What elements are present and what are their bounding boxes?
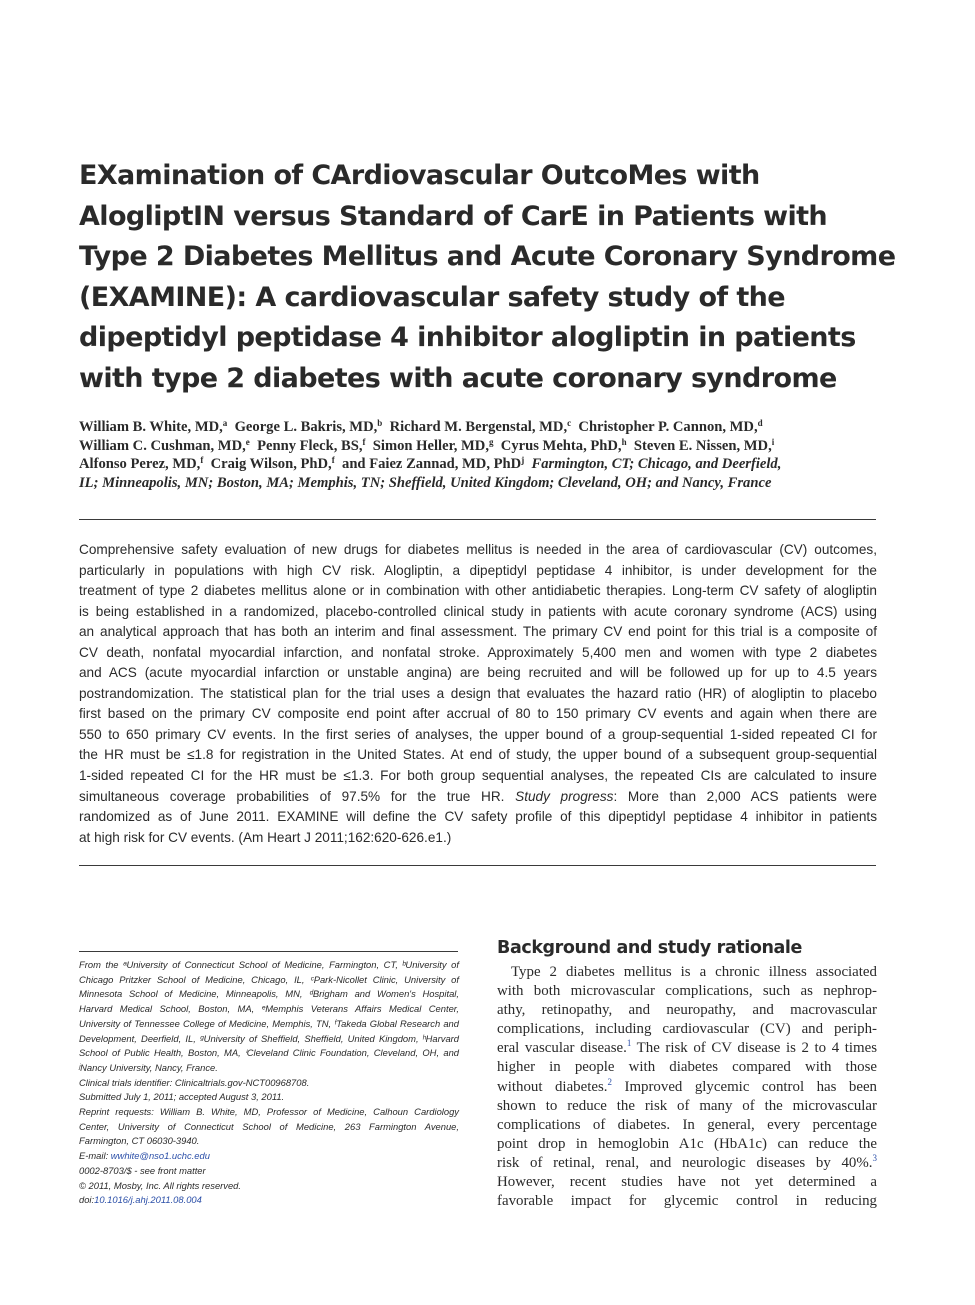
author-affiliation-marker: f [200, 455, 204, 465]
abstract-line: an analytical approach that has both an interim and final assessment. The primary CV end point for this trial is a composite of [79, 624, 877, 640]
body-line: point drop in hemoglobin A1c (HbA1c) can reduce the [497, 1135, 877, 1152]
body-line [497, 1154, 877, 1173]
author-affiliation-marker: g [488, 436, 494, 447]
body-line: complications, including cardiovascular (CV) and periph- [497, 1021, 877, 1038]
affiliation-line: Chicago Pritzker School of Medicine, Chicago, IL, ᶜPark-Nicollet Clinic, University of [79, 973, 459, 985]
citation-link[interactable]: 1 [626, 1038, 632, 1049]
author-affiliation-marker: j [521, 455, 525, 465]
affiliation-line: Minnesota School of Medicine, Minneapolis, MN, ᵈBrigham and Women's Hospital, [79, 988, 459, 1000]
body-line: However, recent studies have not yet determined a [497, 1174, 877, 1191]
body-line: higher in people with diabetes compared with those [497, 1059, 877, 1076]
title-line: (EXAMINE): A cardiovascular safety study of the [79, 281, 785, 313]
abstract-line: and ACS (acute myocardial infarction or unstable angina) are being recruited and will be followed up for up to 4.5 years [79, 665, 877, 681]
abstract-line: CV death, nonfatal myocardial infarction, and nonfatal stroke. Approximately 5,400 men and women with type 2 diabetes [79, 644, 877, 660]
abstract-line: 1-sided repeated CI for the HR must be ≤1.3. For both group sequential analyses, the repeated CIs are calculated to insure [79, 768, 877, 784]
author-name: Cyrus Mehta, PhD, [500, 437, 622, 454]
study-progress-text: : More than 2,000 ACS patients were [613, 788, 877, 804]
author-line [79, 437, 879, 456]
abstract-line: particularly in populations with high CV risk. Alogliptin, a dipeptidyl peptidase 4 inhibitor, is under development for the [79, 562, 877, 578]
body-text: eral vascular disease. [497, 1040, 627, 1057]
section-heading: Background and study rationale [497, 938, 802, 958]
author-name: and Faiez Zannad, MD, PhD [342, 456, 522, 472]
author-affiliation-marker: i [771, 436, 775, 447]
abstract-line [79, 787, 877, 808]
reprint-line: Farmington, CT 06030-3940. [79, 1135, 200, 1147]
author-affiliation-marker: b [377, 418, 383, 428]
author-name: Richard M. Bergenstal, MD, [389, 419, 568, 435]
affiliation-line: School of Public Health, Boston, MA, ⁱCleveland Clinic Foundation, Cleveland, OH, and [79, 1047, 459, 1059]
doi-label: doi: [79, 1194, 95, 1206]
affiliation-line: From the ᵃUniversity of Connecticut School of Medicine, Farmington, CT, ᵇUniversity of [79, 959, 459, 970]
affiliation-line: University of Tennessee College of Medicine, Memphis, TN, ᶠTakeda Global Research and [79, 1017, 459, 1029]
body-text: The risk of CV disease is 2 to 4 times [631, 1040, 877, 1057]
abstract-line: first based on the primary CV composite end point after accrual of 80 to 150 primary CV events and again when there are [79, 706, 877, 722]
body-line: Type 2 diabetes mellitus is a chronic illness associated [511, 964, 877, 980]
author-line [79, 455, 879, 474]
author-name: Craig Wilson, PhD, [210, 456, 332, 472]
abstract [79, 540, 877, 848]
author-affiliation-marker: d [757, 418, 763, 428]
author-affiliation-marker: e [245, 436, 250, 447]
author-name: William C. Cushman, MD, [79, 437, 246, 454]
author-name: Alfonso Perez, MD, [79, 456, 201, 472]
author-name: Simon Heller, MD, [372, 437, 489, 454]
title-line: Type 2 Diabetes Mellitus and Acute Coronary Syndrome [79, 241, 896, 272]
email-link[interactable]: wwhite@nso1.uchc.edu [110, 1150, 210, 1162]
email-line [79, 1149, 459, 1164]
body-text: Improved glycemic control has been [612, 1078, 878, 1095]
body-line: with both microvascular complications, such as nephrop- [497, 983, 877, 1000]
body-line [497, 1039, 877, 1058]
author-affiliation-marker: f [331, 455, 335, 465]
author-affiliation-marker: h [621, 436, 627, 447]
affiliation-line: ʲNancy University, Nancy, France. [79, 1061, 218, 1073]
body-line: athy, retinopathy, and neuropathy, and macrovascular [497, 1002, 877, 1019]
submission-dates: Submitted July 1, 2011; accepted August 3, 2011. [79, 1091, 285, 1103]
author-name: Christopher P. Cannon, MD, [578, 419, 758, 435]
body-text: risk of retinal, renal, and neurologic diseases by 40%. [497, 1154, 873, 1171]
footnote-rule [79, 951, 458, 952]
email-label: E-mail: [79, 1150, 111, 1162]
author-name: William B. White, MD, [79, 419, 223, 435]
reprint-line: Center, University of Connecticut School of Medicine, 263 Farmington Avenue, [79, 1120, 459, 1132]
body-text: without diabetes. [497, 1078, 608, 1095]
citation-link[interactable]: 2 [607, 1076, 612, 1087]
author-name: Penny Fleck, BS, [257, 437, 363, 454]
doi-line [79, 1193, 459, 1208]
trial-identifier: Clinical trials identifier: Clinicaltrials.gov-NCT00968708. [79, 1076, 310, 1088]
affiliation-line: Development, Deerfield, IL, ᵍUniversity of Sheffield, Sheffield, United Kingdom, ʰHarvard [79, 1032, 459, 1044]
author-name: Steven E. Nissen, MD, [633, 437, 772, 454]
abstract-citation-line: at high risk for CV events. (Am Heart J 2011;162:620-626.e1.) [79, 829, 452, 845]
abstract-line: 550 to 650 primary CV events. In the first series of analyses, the upper bound of a group-sequential 1-sided repeated CI for [79, 726, 877, 742]
title-line: EXamination of CArdiovascular OutcoMes with [79, 160, 760, 191]
issn-line: 0002-8703/$ - see front matter [79, 1164, 206, 1176]
abstract-line: randomized as of June 2011. EXAMINE will define the CV safety profile of this dipeptidyl peptidase 4 inhibitor in patients [79, 809, 877, 825]
abstract-top-rule [79, 519, 876, 520]
abstract-line: Comprehensive safety evaluation of new drugs for diabetes mellitus is needed in the area of cardiovascular (CV) outcomes, [79, 542, 877, 557]
footnotes [79, 958, 459, 1208]
citation-link[interactable]: 3 [872, 1152, 877, 1163]
body-line: favorable impact for glycemic control in reducing [497, 1193, 877, 1210]
abstract-line: postrandomization. The statistical plan for the trial uses a design that evaluates the hazard ratio (HR) of alogliptin to placebo [79, 685, 877, 701]
article-title [79, 156, 899, 399]
author-affiliation-marker: f [362, 436, 366, 447]
affiliation-line: Harvard Medical School, Boston, MA, ᵉMemphis Veterans Affairs Medical Center, [79, 1003, 459, 1015]
study-progress-label: Study progress [515, 788, 614, 804]
abstract-line: treatment of type 2 diabetes mellitus alone or in combination with other antidiabetic therapies. Long-term CV safety of alogliptin [79, 583, 877, 599]
author-list [79, 418, 879, 492]
copyright-line: © 2011, Mosby, Inc. All rights reserved. [79, 1179, 242, 1191]
author-locations-continued: IL; Minneapolis, MN; Boston, MA; Memphis, TN; Sheffield, United Kingdom; Cleveland, OH; and Nancy, France [79, 474, 772, 491]
abstract-bottom-rule [79, 865, 876, 866]
title-line: with type 2 diabetes with acute coronary syndrome [79, 362, 837, 394]
doi-link[interactable]: 10.1016/j.ahj.2011.08.004 [94, 1194, 202, 1206]
body-line [497, 1078, 877, 1097]
section-body [497, 963, 877, 1211]
title-line: dipeptidyl peptidase 4 inhibitor alogliptin in patients [79, 322, 856, 353]
abstract-line: is being established in a randomized, placebo-controlled clinical study in patients with acute coronary syndrome (ACS) using [79, 603, 877, 619]
body-line: complications of diabetes. In general, every percentage [497, 1116, 877, 1133]
author-locations: Farmington, CT; Chicago, and Deerfield, [531, 456, 782, 472]
title-line: AlogliptIN versus Standard of CarE in Patients with [79, 200, 828, 232]
author-affiliation-marker: c [567, 418, 572, 428]
author-name: George L. Bakris, MD, [234, 419, 378, 435]
abstract-text: simultaneous coverage probabilities of 97.5% for the true HR. [79, 788, 505, 804]
author-line [79, 418, 879, 437]
reprint-line: Reprint requests: William B. White, MD, Professor of Medicine, Calhoun Cardiology [79, 1106, 459, 1118]
author-affiliation-marker: a [222, 418, 228, 428]
abstract-line: the HR must be ≤1.8 for registration in the United States. At end of study, the upper bound of a subsequent group-sequential [79, 747, 877, 763]
body-line: shown to reduce the risk of many of the microvascular [497, 1097, 877, 1114]
